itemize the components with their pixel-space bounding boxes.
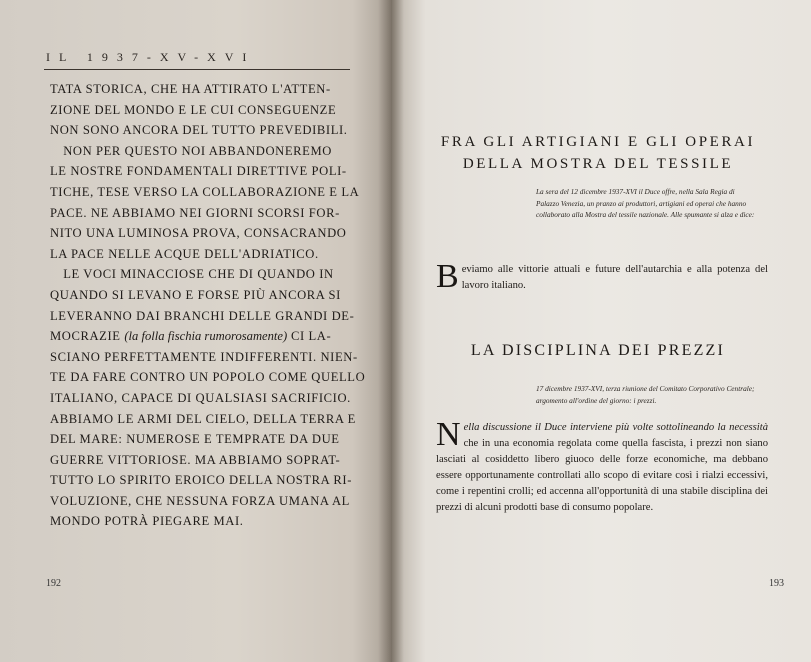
left-page (0, 0, 392, 662)
left-page-text (50, 79, 366, 532)
text-segment: TATA STORICA, CHE HA ATTIRATO L'ATTEN- (50, 82, 331, 96)
running-head: IL 1937-XV-XVI (46, 50, 256, 64)
page-number-left: 192 (46, 578, 61, 589)
right-page (392, 0, 811, 662)
text-segment: ZIONE DEL MONDO E LE CUI CONSEGUENZE (50, 102, 337, 117)
text-line (50, 409, 356, 430)
text-line (50, 470, 352, 491)
text-line (50, 491, 350, 512)
text-segment: DEL MARE: NUMEROSE E TEMPRATE DA DUE (50, 432, 340, 447)
text-segment: VOLUZIONE, CHE NESSUNA FORZA UMANA AL (50, 493, 350, 508)
text-segment: TICHE, TESE VERSO LA COLLABORAZIONE E LA (50, 184, 360, 199)
text-line (50, 326, 340, 347)
text-segment: MONDO POTRÀ PIEGARE MAI. (50, 514, 244, 529)
text-segment: NON SONO ANCORA DEL TUTTO PREVEDIBILI. (50, 123, 348, 138)
section-title-prezzi: LA DISCIPLINA DEI PREZZI (470, 342, 726, 359)
text-segment: ITALIANO, CAPACE DI QUALSIASI SACRIFICIO. (50, 390, 351, 405)
text-line (50, 182, 360, 203)
text-segment: TE DA FARE CONTRO UN POPOLO COME QUELLO (50, 370, 366, 385)
text-line (50, 161, 347, 182)
text-segment: NON PER QUESTO NOI ABBANDONEREMO (50, 143, 332, 158)
section-title-tessile (430, 131, 766, 175)
body-paragraph: che in una economia regolata come quella fascista, i prezzi non siano lasciati al cosiddetto libero giuoco delle forze economiche, ma debbano essere opportunamente controllati allo scopo di evitare così i rialzi eccessivi, come i repentini crolli; ed accenna all'opportunità di una stabile disciplina dei prezzi di alcuni prodotti base di consumo popolare. (436, 437, 768, 513)
section-note-tessile: La sera del 12 dicembre 1937-XVI il Duce offre, nella Sala Regia di Palazzo Venezia, un pranzo ai produttori, artigiani ed operai che hanno collaborato alla Mostra del tessile nazionale. Alle spumante si alza e dice: (536, 187, 755, 220)
text-segment: LA PACE NELLE ACQUE DELL'ADRIATICO. (50, 246, 319, 261)
section-body-tessile (436, 258, 768, 295)
text-line (50, 264, 340, 285)
text-segment: LE VOCI MINACCIOSE CHE DI QUANDO IN (50, 267, 334, 282)
text-line (50, 429, 340, 450)
text-line (50, 120, 348, 141)
body-paragraph: eviamo alle vittorie attuali e future dell'autarchia e alla potenza del lavoro italiano. (461, 264, 768, 291)
book-gutter (378, 0, 404, 662)
text-segment: PACE. NE ABBIAMO NEI GIORNI SCORSI FOR- (50, 205, 340, 220)
text-line (50, 306, 355, 327)
text-line (50, 79, 340, 100)
text-line (50, 244, 340, 265)
text-line (50, 347, 358, 368)
text-line (50, 285, 340, 306)
text-segment: CI LA- (287, 329, 332, 344)
section-title-line-1: FRA GLI ARTIGIANI E GLI OPERAI (440, 134, 756, 150)
drop-cap: B (436, 258, 459, 295)
text-segment: SCIANO PERFETTAMENTE INDIFFERENTI. NIEN- (50, 349, 358, 364)
text-line (50, 388, 351, 409)
text-segment: GUERRE VITTORIOSE. MA ABBIAMO SOPRAT- (50, 452, 341, 467)
body-italic-phrase: ella discussione il Duce interviene più volte sottolineando la necessità (463, 422, 768, 433)
text-segment: NITO UNA LUMINOSA PROVA, CONSACRANDO (50, 226, 347, 241)
text-segment: QUANDO SI LEVANO E FORSE PIÙ ANCORA SI (50, 287, 341, 302)
section-body-prezzi (436, 416, 768, 515)
text-line (50, 141, 340, 162)
header-rule (44, 69, 350, 70)
text-line (50, 100, 340, 121)
text-segment: ABBIAMO LE ARMI DEL CIELO, DELLA TERRA E (50, 411, 356, 426)
text-line (50, 203, 340, 224)
text-line (50, 450, 340, 471)
section-title-line-2: DELLA MOSTRA DEL TESSILE (462, 156, 734, 172)
drop-cap: N (436, 416, 461, 453)
text-segment: (la folla fischia rumorosamente) (124, 329, 288, 344)
section-note-prezzi: 17 dicembre 1937-XVI, terza riunione del Comitato Corporativo Centrale; argomento all'ordine del giorno: i prezzi. (536, 384, 755, 405)
page-number-right: 193 (769, 578, 784, 589)
text-segment: LEVERANNO DAI BRANCHI DELLE GRANDI DE- (50, 308, 355, 323)
text-line (50, 511, 340, 532)
text-segment: MOCRAZIE (50, 329, 125, 344)
text-line (50, 367, 366, 388)
text-line (50, 223, 347, 244)
text-segment: TUTTO LO SPIRITO EROICO DELLA NOSTRA RI- (50, 473, 352, 488)
text-segment: LE NOSTRE FONDAMENTALI DIRETTIVE POLI- (50, 164, 347, 179)
